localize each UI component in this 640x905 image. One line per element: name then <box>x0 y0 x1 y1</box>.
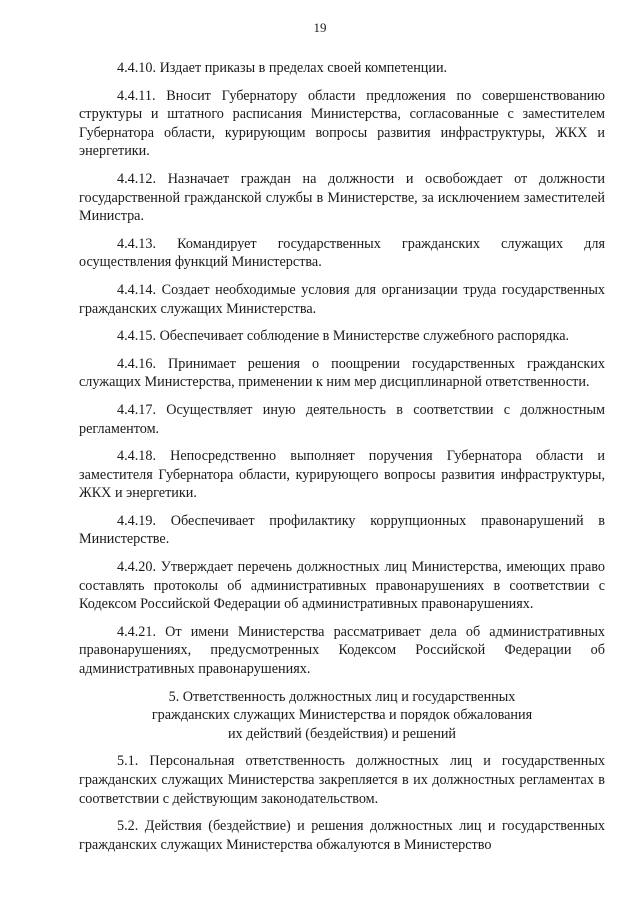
page-number: 19 <box>313 20 327 35</box>
paragraph-4-4-14: 4.4.14. Создает необходимые условия для организации труда государственных гражданских служащих Министерства. <box>79 281 605 317</box>
paragraph-5-2: 5.2. Действия (бездействие) и решения должностных лиц и государственных гражданских служащих Министерства обжалуются в Министерство <box>79 818 605 853</box>
section-heading-line: 5. Ответственность должностных лиц и государственных <box>168 688 516 705</box>
paragraph-4-4-15: 4.4.15. Обеспечивает соблюдение в Министерстве служебного распорядка. <box>117 328 570 345</box>
paragraph-4-4-11: 4.4.11. Вносит Губернатору области предложения по совершенствованию структуры и штатного расписания Министерства, согласованные с заместителем Губернатора области, курирующим вопросы развития инфраструктуры, ЖКХ и энергетики. <box>79 87 605 160</box>
paragraph-4-4-10: 4.4.10. Издает приказы в пределах своей компетенции. <box>117 60 448 76</box>
paragraph-4-4-13: 4.4.13. Командирует государственных гражданских служащих для осуществления функций Министерства. <box>79 235 605 271</box>
paragraph-4-4-16: 4.4.16. Принимает решения о поощрении государственных гражданских служащих Министерства, применении к ним мер дисциплинарной ответственности. <box>79 355 605 391</box>
paragraph-4-4-20: 4.4.20. Утверждает перечень должностных лиц Министерства, имеющих право составлять протоколы об административных правонарушениях в соответствии с Кодексом Российской Федерации об административных правонарушениях. <box>79 559 605 613</box>
paragraph-4-4-17: 4.4.17. Осуществляет иную деятельность в соответствии с должностным регламентом. <box>79 401 605 437</box>
section-heading-line: их действий (бездействия) и решений <box>227 725 457 742</box>
paragraph-4-4-21: 4.4.21. От имени Министерства рассматривает дела об административных правонарушениях, предусмотренных Кодексом Российской Федерации об административных правонарушениях. <box>79 623 605 678</box>
paragraph-4-4-19: 4.4.19. Обеспечивает профилактику коррупционных правонарушений в Министерстве. <box>79 512 605 548</box>
paragraph-5-1: 5.1. Персональная ответственность должностных лиц и государственных гражданских служащих Министерства закрепляется в их должностных регламентах в соответствии с действующим законодательством. <box>79 753 605 807</box>
paragraph-4-4-12: 4.4.12. Назначает граждан на должности и освобождает от должности государственной гражданской службы в Министерстве, за исключением заместителей Министра. <box>79 170 605 225</box>
document-body <box>79 59 605 863</box>
section-5-heading <box>79 688 605 744</box>
section-heading-line: гражданских служащих Министерства и порядок обжалования <box>151 707 533 724</box>
paragraph-4-4-18: 4.4.18. Непосредственно выполняет поручения Губернатора области и заместителя Губернатора области, курирующего вопросы развития инфраструктуры, ЖКХ и энергетики. <box>79 448 605 502</box>
